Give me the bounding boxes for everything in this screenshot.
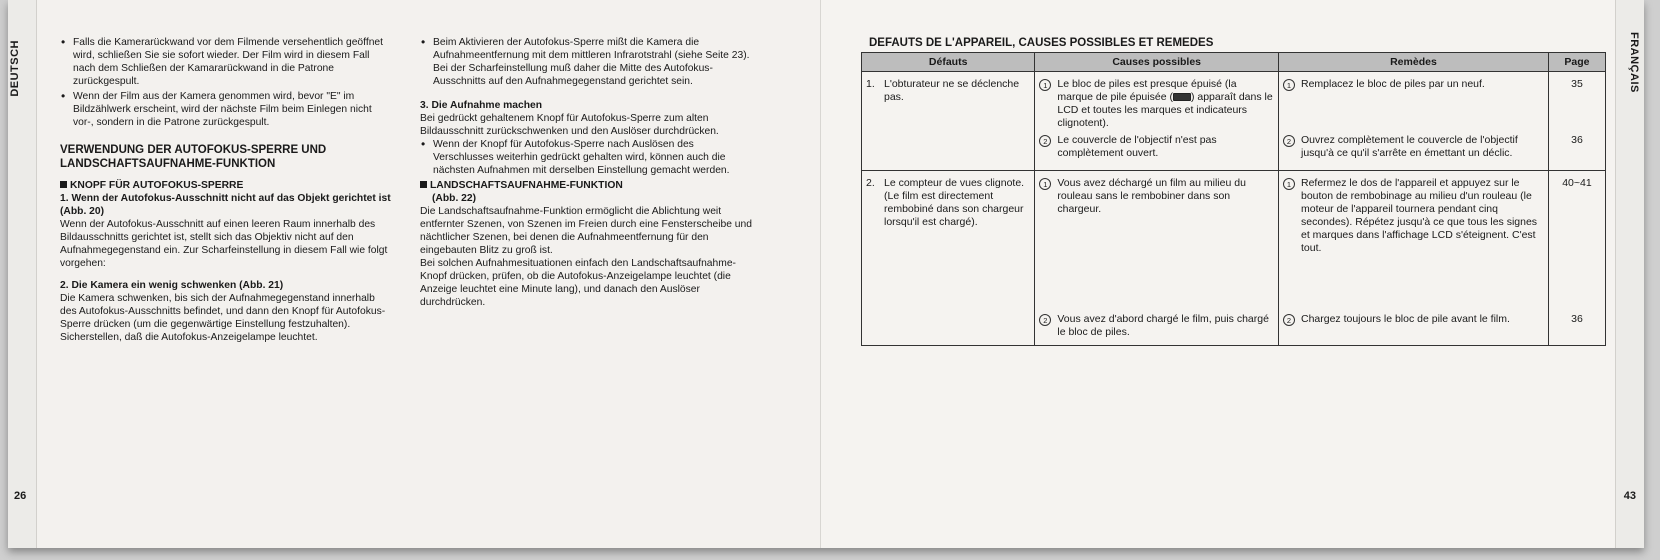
remedy-cell: 1 Remplacez le bloc de piles par un neuf. [1278, 72, 1548, 133]
page-cell: 40~41 [1548, 171, 1605, 312]
defaut-cell: 1. L'obturateur ne se déclenche pas. [862, 72, 1035, 171]
square-bullet-icon [420, 181, 427, 188]
square-bullet-icon [60, 181, 67, 188]
battery-empty-icon [1173, 93, 1191, 101]
page-cell: 35 [1548, 72, 1605, 133]
circled-number-icon: 2 [1039, 314, 1051, 326]
subheading-landscape: LANDSCHAFTSAUFNAHME-FUNKTION [420, 179, 754, 192]
landscape-paragraph-1: Die Landschaftsaufnahme-Funktion ermöglicht die Ablichtung weit entfernter Szenen, von Szenen im Freien durch eine Fensterscheibe und nächtlicher Szenen, bei denen die Aufnahmeentfernung für den eingebauten Blitz zu groß ist. [420, 206, 752, 256]
page-cell: 36 [1548, 311, 1605, 346]
table-row [862, 72, 1606, 133]
page-cell: 36 [1548, 132, 1605, 171]
language-label-deutsch: DEUTSCH [9, 40, 21, 97]
step-1-text: Wenn der Autofokus-Ausschnitt auf einen leeren Raum innerhalb des Bildausschnitts gerichtet ist, stellt sich das Objektiv nicht auf den Aufnahmegegenstand ein. Zur Scharfeinstellung in diesem Fall wie folgt vorgehen: [60, 219, 388, 269]
header-remedes: Remèdes [1278, 53, 1548, 72]
step-3-text: Bei gedrückt gehaltenem Knopf für Autofokus-Sperre zum alten Bildausschnitt zurückschwenken und den Auslöser durchdrücken. [420, 113, 719, 137]
cause-cell: 1 Vous avez déchargé un film au milieu du rouleau sans le rembobiner dans son chargeur. [1035, 171, 1279, 312]
defaut-cell: 2. Le compteur de vues clignote. (Le film est directement rembobiné dans son chargeur lorsqu'il est chargé). [862, 171, 1035, 346]
landscape-figure-ref: (Abb. 22) [432, 193, 477, 204]
troubleshooting-table [861, 52, 1606, 346]
left-column-2 [420, 36, 754, 309]
page-number-left: 26 [14, 490, 27, 502]
remedy-cell: 2 Chargez toujours le bloc de pile avant le film. [1278, 311, 1548, 346]
landscape-paragraph-2: Bei solchen Aufnahmesituationen einfach den Landschaftsaufnahme-Knopf drücken, prüfen, ob die Autofokus-Anzeigelampe leuchtet (die Anzeige leuchtet eine Minute lang), und danach den Auslöser durchdrücken. [420, 258, 736, 308]
subheading-autofocus-lock: KNOPF FÜR AUTOFOKUS-SPERRE [60, 179, 392, 192]
language-label-francais: FRANÇAIS [1628, 32, 1640, 93]
right-page [821, 0, 1644, 548]
table-row [862, 171, 1606, 312]
bullet-item: • Beim Aktivieren der Autofokus-Sperre mißt die Kamera die Aufnahmeentfernung mit dem mittleren Infrarotstrahl (siehe Seite 23). Bei der Scharfeinstellung muß daher die Mitte des Autofokus-Ausschnitts auf den Aufnahmegegenstand gerichtet sein. [420, 36, 754, 88]
left-page [8, 0, 821, 548]
cause-cell: 2 Vous avez d'abord chargé le film, puis chargé le bloc de piles. [1035, 311, 1279, 346]
cause-cell: 1 Le bloc de piles est presque épuisé (la marque de pile épuisée ( ) apparaît dans le LCD et toutes les marques et indicateurs clignotent). [1035, 72, 1279, 133]
circled-number-icon: 2 [1283, 314, 1295, 326]
remedy-cell: 2 Ouvrez complètement le couvercle de l'objectif jusqu'à ce qu'il s'arrête en émettant un déclic. [1278, 132, 1548, 171]
bullet-item: • Wenn der Knopf für Autofokus-Sperre nach Auslösen des Verschlusses weiterhin gedrückt gehalten wird, können auch die nächsten Aufnahmen mit derselben Einstellung gemacht werden. [420, 138, 754, 177]
remedy-cell: 1 Refermez le dos de l'appareil et appuyez sur le bouton de rembobinage au milieu d'un rouleau (le moteur de l'appareil tournera pendant cinq secondes). Répétez jusqu'à ce que tous les signes et marques dans l'affichage LCD s'éteignent. C'est tout. [1278, 171, 1548, 312]
left-column-1 [60, 36, 392, 344]
header-defauts: Défauts [862, 53, 1035, 72]
book-spread [8, 0, 1644, 548]
table-header-row [862, 53, 1606, 72]
header-causes: Causes possibles [1035, 53, 1279, 72]
page-number-right: 43 [1623, 490, 1636, 502]
circled-number-icon: 1 [1039, 79, 1051, 91]
step-3-title: 3. Die Aufnahme machen [420, 100, 543, 111]
table-title: DEFAUTS DE L'APPAREIL, CAUSES POSSIBLES ET REMEDES [869, 37, 1214, 49]
language-tab-right [1615, 0, 1644, 548]
circled-number-icon: 2 [1283, 135, 1295, 147]
circled-number-icon: 1 [1283, 178, 1295, 190]
header-page: Page [1548, 53, 1605, 72]
step-2-text: Die Kamera schwenken, bis sich der Aufnahmegegenstand innerhalb des Autofokus-Ausschnitts befindet, und dann den Knopf für Autofokus-Sperre drücken (um die gegenwärtige Einstellung festzuhalten). Sicherstellen, daß die Autofokus-Anzeigelampe leuchtet. [60, 293, 386, 343]
bullet-item: • Falls die Kamerarückwand vor dem Filmende versehentlich geöffnet wird, schließen Sie sie sofort wieder. Der Film wird in diesem Fall nach dem Schließen der Kamararückwand in die Patrone zurückgespult. [60, 36, 392, 88]
language-tab-left [8, 0, 37, 548]
step-1-title: 1. Wenn der Autofokus-Ausschnitt nicht auf das Objekt gerichtet ist (Abb. 20) [60, 193, 391, 217]
circled-number-icon: 1 [1039, 178, 1051, 190]
section-heading: VERWENDUNG DER AUTOFOKUS-SPERRE UND LANDSCHAFTSAUFNAHME-FUNKTION [60, 144, 327, 170]
circled-number-icon: 1 [1283, 79, 1295, 91]
circled-number-icon: 2 [1039, 135, 1051, 147]
bullet-item: • Wenn der Film aus der Kamera genommen wird, bevor "E" im Bildzählwerk erscheint, wird der nächste Film beim Einlegen nicht vor-, sondern in die Patrone zurückgespult. [60, 90, 392, 129]
cause-cell: 2 Le couvercle de l'objectif n'est pas complètement ouvert. [1035, 132, 1279, 171]
step-2-title: 2. Die Kamera ein wenig schwenken (Abb. 21) [60, 280, 284, 291]
